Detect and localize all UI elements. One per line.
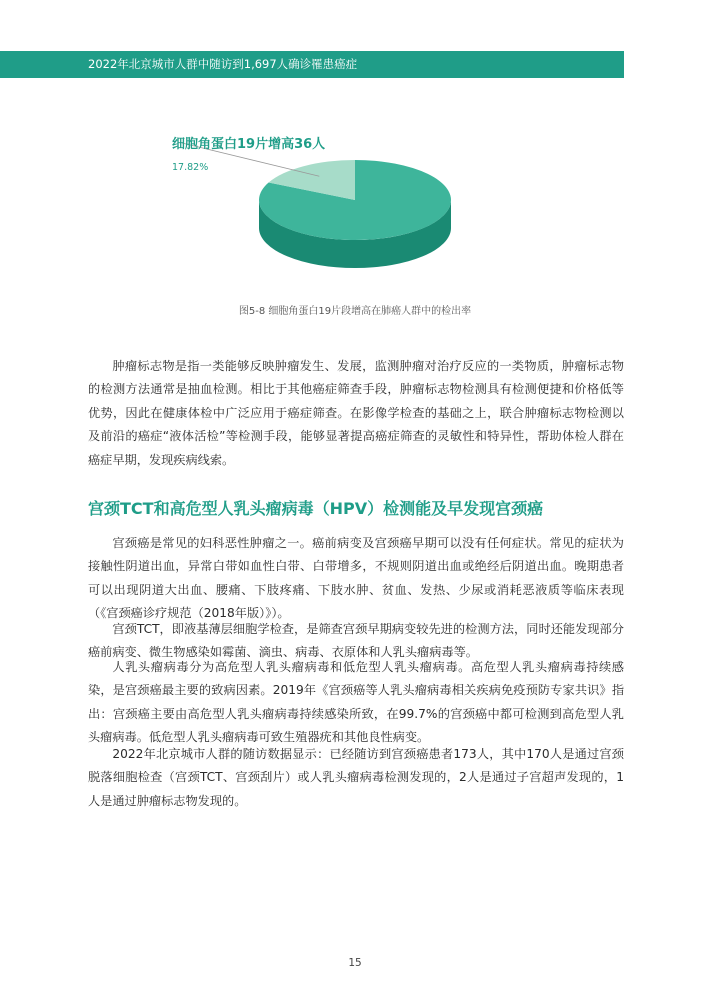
paragraph-hpv: 人乳头瘤病毒分为高危型人乳头瘤病毒和低危型人乳头瘤病毒。高危型人乳头瘤病毒持续感染，是宫颈癌最主要的致病因素。2019年《宫颈癌等人乳头瘤病毒相关疾病免疫预防专家共识》指出：宫颈癌主要由高危型人乳头瘤病毒持续感染所致，在99.7%的宫颈癌中都可检测到高危型人乳头瘤病毒。低危型人乳头瘤病毒可致生殖器疣和其他良性病变。 <box>88 660 624 745</box>
paragraph-cervical-cancer: 宫颈癌是常见的妇科恶性肿瘤之一。癌前病变及宫颈癌早期可以没有任何症状。常见的症状为接触性阴道出血，异常白带如血性白带、白带增多，不规则阴道出血或绝经后阴道出血。晚期患者可以出现阴道大出血、腰痛、下肢疼痛、下肢水肿、贫血、发热、少尿或消耗恶液质等临床表现（《宫颈癌诊疗规范（2018年版）》）。 <box>88 536 624 621</box>
section-heading: 宫颈TCT和高危型人乳头瘤病毒（HPV）检测能及早发现宫颈癌 <box>88 499 544 518</box>
figure-caption: 图5-8 细胞角蛋白19片段增高在肺癌人群中的检出率 <box>238 306 472 317</box>
paragraph-tumor-markers: 肿瘤标志物是指一类能够反映肿瘤发生、发展，监测肿瘤对治疗反应的一类物质，肿瘤标志物的检测方法通常是抽血检测。相比于其他癌症筛查手段，肿瘤标志物检测具有检测便捷和价格低等优势，因此在健康体检中广泛应用于癌症筛查。在影像学检查的基础之上，联合肿瘤标志物检测以及前沿的癌症“液体活检”等检测手段，能够显著提高癌症筛查的灵敏性和特异性，帮助体检人群在癌症早期，发现疾病线索。 <box>88 359 624 467</box>
chart-callout-label: 细胞角蛋白19片增高36人 <box>172 137 326 152</box>
chart-percent-label: 17.82% <box>172 162 209 173</box>
paragraph-followup-data: 2022年北京城市人群的随访数据显示：已经随访到宫颈癌患者173人，其中170人是通过宫颈脱落细胞检查（宫颈TCT、宫颈刮片）或人乳头瘤病毒检测发现的，2人是通过子宫超声发现的，1人是通过肿瘤标志物发现的。 <box>88 747 624 808</box>
page-number: 15 <box>348 957 362 969</box>
header-bar <box>0 51 624 78</box>
header-title: 2022年北京城市人群中随访到1,697人确诊罹患癌症 <box>88 57 358 71</box>
paragraph-tct: 宫颈TCT，即液基薄层细胞学检查，是筛查宫颈早期病变较先进的检测方法，同时还能发现部分癌前病变、微生物感染如霉菌、滴虫、病毒、衣原体和人乳头瘤病毒等。 <box>88 622 624 660</box>
